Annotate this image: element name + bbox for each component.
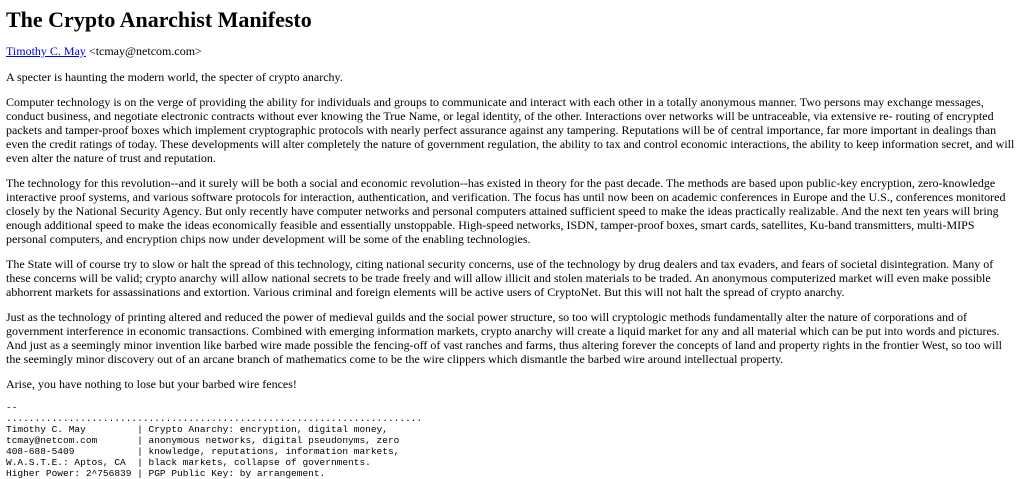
author-line — [6, 44, 1016, 58]
document-title: The Crypto Anarchist Manifesto — [6, 7, 312, 32]
author-name-link[interactable]: Timothy C. May — [6, 44, 86, 58]
paragraph-printing-analogy: Just as the technology of printing altered and reduced the power of medieval guilds and the social power structure, so too will cryptologic methods fundamentally alter the nature of corporations and of government interference in economic transactions. Combined with emerging information markets, crypto anarchy will create a liquid market for any and all material which can be put into words and pictures. And just as a seemingly minor invention like barbed wire made possible the fencing-off of vast ranches and farms, thus altering forever the concepts of land and property rights in the frontier West, so too will the seemingly minor discovery out of an arcane branch of mathematics come to be the wire clippers which dismantle the barbed wire around intellectual property. — [6, 310, 1002, 366]
email-signature: -- ......................................................................... Timothy C. May | Crypto Anarchy: encryption, digital money, tcmay@netcom.com | anonymous networks, digital pseudonyms, zero 408-688-5409 | knowledge, reputations, information markets, W.A.S.T.E.: Aptos, CA | black markets, collapse of governments. Higher Power: 2^756839 | PGP Public Key: by arrangement. — [6, 402, 423, 479]
paragraph-anonymity: Computer technology is on the verge of providing the ability for individuals and groups to communicate and interact with each other in a totally anonymous manner. Two persons may exchange messages, conduct business, and negotiate electronic contracts without ever knowing the True Name, or legal identity, of the other. Interactions over networks will be untraceable, via extensive re- routing of encrypted packets and tamper-proof boxes which implement cryptographic protocols with nearly perfect assurance against any tampering. Reputations will be of central importance, far more important in dealings than even the credit ratings of today. These developments will alter completely the nature of government regulation, the ability to tax and control economic interactions, the ability to keep information secret, and will even alter the nature of trust and reputation. — [6, 95, 1015, 165]
author-email: <tcmay@netcom.com> — [88, 44, 202, 58]
paragraph-intro: A specter is haunting the modern world, the specter of crypto anarchy. — [6, 70, 343, 84]
paragraph-technology: The technology for this revolution--and it surely will be both a social and economic revolution--has existed in theory for the past decade. The methods are based upon public-key encryption, zero-knowledge interactive proof systems, and various software protocols for interaction, authentication, and verification. The focus has until now been on academic conferences in Europe and the U.S., conferences monitored closely by the National Security Agency. But only recently have computer networks and personal computers attained sufficient speed to make the ideas practically realizable. And the next ten years will bring enough additional speed to make the ideas economically feasible and essentially unstoppable. High-speed networks, ISDN, tamper-proof boxes, smart cards, satellites, Ku-band transmitters, multi-MIPS personal computers, and encryption chips now under development will be some of the enabling technologies. — [6, 176, 1006, 246]
paragraph-state: The State will of course try to slow or halt the spread of this technology, citing national security concerns, use of the technology by drug dealers and tax evaders, and fears of societal disintegration. Many of these concerns will be valid; crypto anarchy will allow national secrets to be trade freely and will allow illicit and stolen materials to be traded. An anonymous computerized market will even make possible abhorrent markets for assassinations and extortion. Various criminal and foreign elements will be active users of CryptoNet. But this will not halt the spread of crypto anarchy. — [6, 257, 994, 299]
paragraph-closing: Arise, you have nothing to lose but your barbed wire fences! — [6, 377, 297, 391]
